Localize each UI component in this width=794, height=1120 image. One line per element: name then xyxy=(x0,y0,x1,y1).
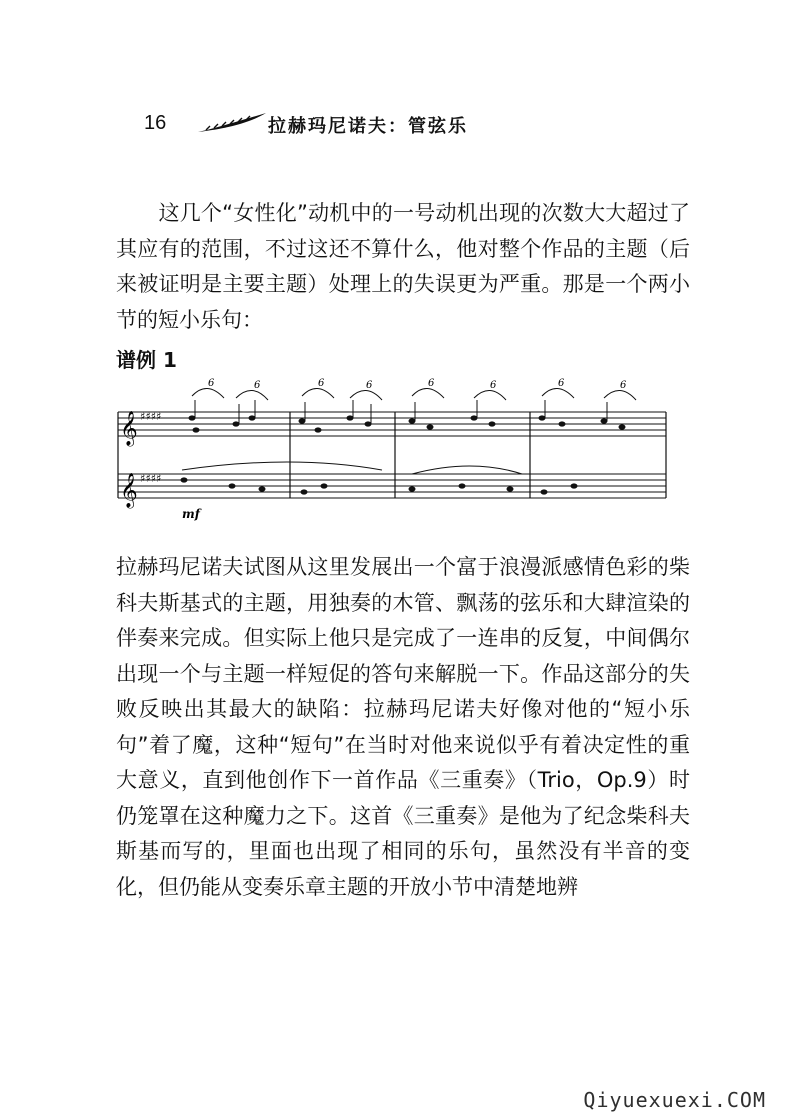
page-number: 16 xyxy=(144,112,167,134)
paragraph-1: 这几个“女性化”动机中的一号动机出现的次数大大超过了其应有的范围，不过这还不算什么，他对整个作品的主题（后来被证明是主要主题）处理上的失误更为严重。那是一个两小节的短小乐句： xyxy=(116,201,690,332)
slur-number: 6 xyxy=(428,378,435,389)
dynamic-marking: mf xyxy=(182,507,200,521)
slur-numbers xyxy=(208,378,627,391)
treble-staff xyxy=(118,412,666,436)
feather-ornament-icon xyxy=(196,110,268,136)
example-label: 谱例 1 xyxy=(116,348,177,372)
watermark-text: iyuexuexi.COM xyxy=(596,1088,766,1112)
bass-clef-icon: 𝄞 xyxy=(120,473,138,508)
slur-number: 6 xyxy=(208,378,215,389)
running-header xyxy=(144,108,524,142)
slurs xyxy=(182,388,636,474)
treble-clef-icon: 𝄞 xyxy=(120,411,138,446)
slur-number: 6 xyxy=(490,380,497,391)
music-score xyxy=(112,378,672,523)
paragraph-2: 拉赫玛尼诺夫试图从这里发展出一个富于浪漫派感情色彩的柴科夫斯基式的主题，用独奏的木管、飘荡的弦乐和大肆渲染的伴奏来完成。但实际上他只是完成了一连串的反复，中间偶尔出现一个与主题一样短促的答句来解脱一下。作品这部分的失败反映出其最大的缺陷：拉赫玛尼诺夫好像对他的“短小乐句”着了魔，这种“短句”在当时对他来说似乎有着决定性的重大意义，直到他创作下一首作品《三重奏》（Trio，Op.9）时仍笼罩在这种魔力之下。这首《三重奏》是他为了纪念柴科夫斯基而写的，里面也出现了相同的乐句，虽然没有半音的变化，但仍能从变奏乐章主题的开放小节中清楚地辨 xyxy=(116,555,690,899)
slur-number: 6 xyxy=(558,378,565,389)
watermark-prefix: Q xyxy=(583,1088,597,1112)
slur-number: 6 xyxy=(366,380,373,391)
slur-number: 6 xyxy=(620,380,627,391)
slur-number: 6 xyxy=(318,378,325,389)
key-signature-bass: ♯♯♯♯ xyxy=(140,472,162,485)
running-title: 拉赫玛尼诺夫：管弦乐 xyxy=(268,116,468,137)
key-signature: ♯♯♯♯ xyxy=(140,410,162,423)
barlines xyxy=(118,412,666,498)
site-watermark xyxy=(583,1088,766,1112)
slur-number: 6 xyxy=(254,380,261,391)
bass-staff xyxy=(118,474,666,498)
